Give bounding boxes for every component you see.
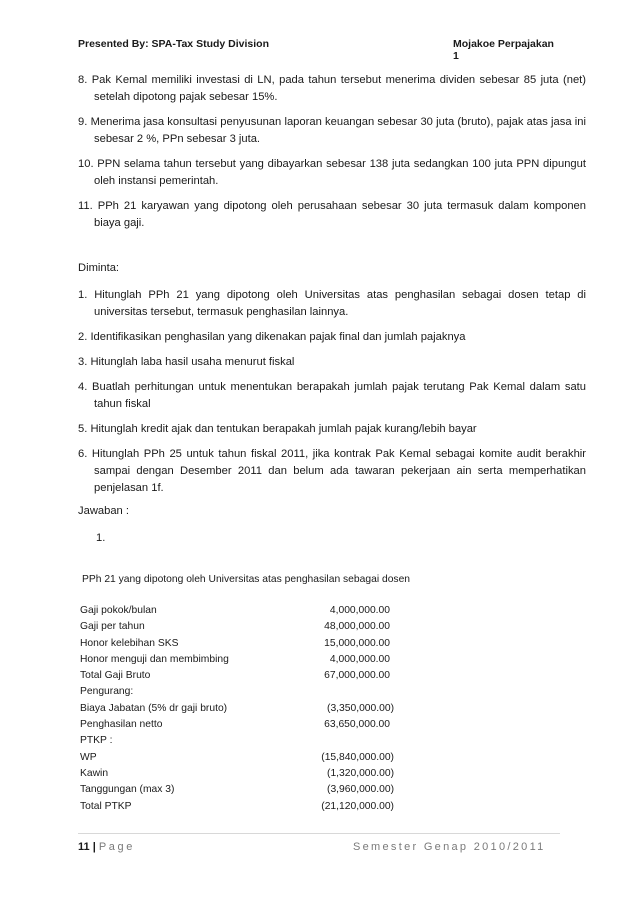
diminta-item-4: 4. Buatlah perhitungan untuk menentukan berapakah jumlah pajak terutang Pak Kemal dalam satu tahun fiskal bbox=[78, 381, 586, 410]
header-presenter: Presented By: SPA-Tax Study Division bbox=[78, 38, 269, 50]
table-row bbox=[80, 619, 410, 635]
diminta-item-1: 1. Hitunglah PPh 21 yang dipotong oleh Universitas atas penghasilan sebagai dosen tetap di universitas tersebut, termasuk penghasilan lainnya. bbox=[78, 289, 586, 318]
table-row bbox=[80, 684, 410, 700]
row-label: Total PTKP bbox=[80, 800, 132, 812]
row-value: 48,000,000.00 bbox=[324, 621, 390, 633]
row-value: (15,840,000.00) bbox=[321, 751, 394, 763]
footer-semester: Semester Genap 2010/2011 bbox=[353, 841, 546, 853]
row-label: Gaji pokok/bulan bbox=[80, 605, 157, 616]
page-header bbox=[78, 38, 560, 62]
footer-page bbox=[78, 841, 135, 853]
jawaban-heading: Jawaban : bbox=[78, 505, 129, 517]
row-label: Honor kelebihan SKS bbox=[80, 637, 179, 649]
diminta-item-3: 3. Hitunglah laba hasil usaha menurut fiskal bbox=[78, 356, 295, 368]
row-value: 67,000,000.00 bbox=[324, 670, 390, 682]
page-body bbox=[78, 60, 586, 547]
page-footer bbox=[78, 841, 560, 857]
row-label: PTKP : bbox=[80, 735, 113, 747]
diminta-item-2: 2. Identifikasikan penghasilan yang dikenakan pajak final dan jumlah pajaknya bbox=[78, 331, 466, 343]
row-value: (1,320,000.00) bbox=[327, 767, 394, 779]
table-row bbox=[80, 652, 410, 668]
footer-separator: | bbox=[92, 841, 96, 853]
table-row bbox=[80, 782, 410, 798]
row-label: Kawin bbox=[80, 767, 109, 779]
row-label: Honor menguji dan membimbing bbox=[80, 653, 229, 665]
table-row bbox=[80, 717, 410, 733]
diminta-heading: Diminta: bbox=[78, 262, 120, 274]
diminta-item-5: 5. Hitunglah kredit ajak dan tentukan berapakah jumlah pajak kurang/lebih bayar bbox=[78, 423, 477, 435]
table-row bbox=[80, 636, 410, 652]
row-label: Pengurang: bbox=[80, 686, 134, 698]
row-label: WP bbox=[80, 751, 97, 763]
row-value: (21,120,000.00) bbox=[321, 800, 394, 812]
table-row bbox=[80, 799, 410, 815]
table-title: PPh 21 yang dipotong oleh Universitas atas penghasilan sebagai dosen bbox=[82, 574, 411, 585]
row-label: Penghasilan netto bbox=[80, 719, 163, 731]
header-title: Mojakoe Perpajakan 1 bbox=[453, 38, 554, 62]
diminta-item-6: 6. Hitunglah PPh 25 untuk tahun fiskal 2011, jika kontrak Pak Kemal sebagai komite audit berakhir sampai dengan Desember 2011 dan belum ada tawaran pekerjaan ain serta memperhatikan penjelasan 1f. bbox=[78, 448, 586, 494]
table-row bbox=[80, 668, 410, 684]
page-number: 11 bbox=[78, 841, 90, 853]
table-row bbox=[80, 733, 410, 749]
pph21-table bbox=[80, 574, 411, 815]
list-item-11: 11. PPh 21 karyawan yang dipotong oleh perusahaan sebesar 30 juta termasuk dalam komponen biaya gaji. bbox=[78, 200, 586, 229]
row-label: Tanggungan (max 3) bbox=[80, 784, 175, 796]
row-value: 15,000,000.00 bbox=[324, 637, 390, 649]
table-row bbox=[80, 701, 410, 717]
list-item-8: 8. Pak Kemal memiliki investasi di LN, pada tahun tersebut menerima dividen sebesar 85 juta (net) setelah dipotong pajak sebesar 15%. bbox=[78, 74, 586, 103]
footer-divider bbox=[78, 833, 560, 834]
table-row bbox=[80, 603, 410, 619]
table-row bbox=[80, 766, 410, 782]
row-value: 4,000,000.00 bbox=[329, 653, 390, 665]
table-row bbox=[80, 750, 410, 766]
row-value: (3,960,000.00) bbox=[327, 784, 394, 796]
list-item-10: 10. PPN selama tahun tersebut yang dibayarkan sebesar 138 juta sedangkan 100 juta PPN dipungut oleh instansi pemerintah. bbox=[78, 158, 586, 187]
row-label: Total Gaji Bruto bbox=[80, 670, 151, 682]
row-label: Gaji per tahun bbox=[80, 621, 145, 633]
list-item-9: 9. Menerima jasa konsultasi penyusunan laporan keuangan sebesar 30 juta (bruto), pajak atas jasa ini sebesar 2 %, PPn sebesar 3 juta. bbox=[78, 116, 586, 145]
row-value: 63,650,000.00 bbox=[324, 719, 390, 731]
row-value: 4,000,000.00 bbox=[329, 605, 390, 616]
jawaban-number: 1. bbox=[96, 532, 106, 544]
row-label: Biaya Jabatan (5% dr gaji bruto) bbox=[80, 702, 228, 714]
page-word: Page bbox=[98, 841, 135, 853]
row-value: (3,350,000.00) bbox=[327, 702, 394, 714]
